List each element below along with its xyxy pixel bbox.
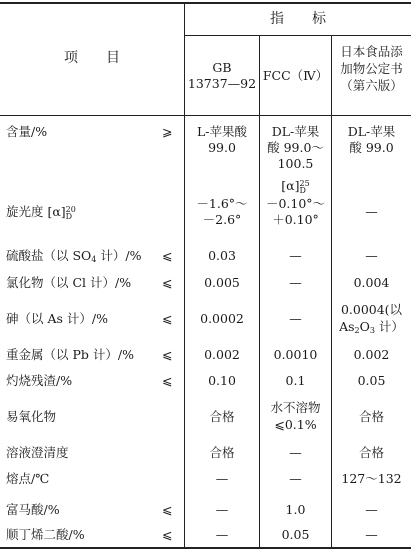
cell-gb-arsenic: 0.0002 (200, 311, 244, 326)
fcc-alpha-script (300, 180, 310, 194)
label-sub: 4 (91, 255, 97, 264)
label-main: 硫酸盐（以 SO (6, 248, 92, 263)
header-gb-line1: GB (212, 60, 232, 75)
cell-fcc-arsenic: — (289, 311, 302, 326)
cell-gb-fumaric-acid: — (215, 502, 229, 517)
cell-fcc-content-2: 酸 99.0～ (267, 140, 324, 155)
row-label-ignition-residue: 灼烧残渣/% (6, 373, 73, 388)
header-bottom-rule (0, 115, 411, 116)
cell-gb-rotation-1: －1.6°～ (196, 196, 248, 211)
cell-jp-sulfate: — (365, 248, 378, 263)
cell-fcc-ignition-residue: 0.1 (285, 373, 306, 388)
label-main: 旋光度 [α] (6, 204, 66, 219)
cell-gb-melting-point: — (215, 471, 229, 486)
cell-jp-content-1: DL-苹果 (347, 124, 396, 139)
cell-gb-rotation-2: －2.6° (202, 212, 242, 227)
cell-gb-content-2: 99.0 (208, 140, 236, 155)
cell-fcc-rotation-2: ＋0.10° (272, 212, 319, 227)
jp-tail: 计） (374, 319, 404, 334)
row-cmp-arsenic: ⩽ (162, 311, 173, 326)
row-label-maleic-acid: 顺丁烯二酸/% (6, 527, 85, 542)
cell-jp-heavy-metals: 0.002 (353, 347, 390, 362)
row-cmp-ignition-residue: ⩽ (162, 373, 173, 388)
header-jp-line1: 日本食品添 (340, 44, 403, 59)
row-cmp-sulfate: ⩽ (162, 248, 173, 263)
row-label-arsenic: 砷（以 As 计）/% (6, 311, 108, 326)
label-tail: 计）/% (96, 248, 142, 263)
cell-fcc-melting-point: — (289, 471, 302, 486)
row-label-content: 含量/% (6, 124, 48, 139)
row-label-chloride: 氯化物（以 Cl 计）/% (6, 275, 132, 290)
cell-fcc-rotation-0 (260, 178, 331, 194)
header-sub-rule (185, 35, 411, 36)
row-label-sulfate (6, 248, 141, 268)
cell-jp-ignition-residue: 0.05 (357, 373, 386, 388)
cell-fcc-content-3: 100.5 (277, 156, 314, 171)
cell-gb-content-1: L-苹果酸 (196, 124, 248, 139)
cell-gb-ignition-residue: 0.10 (208, 373, 236, 388)
row-label-heavy-metals: 重金属（以 Pb 计）/% (6, 347, 134, 362)
jp-as-sub: 2 (354, 326, 360, 335)
fcc-alpha: [α] (281, 178, 300, 193)
cell-jp-clarity: 合格 (358, 445, 384, 460)
cell-gb-oxidizable: 合格 (209, 409, 235, 424)
cell-fcc-heavy-metals: 0.0010 (273, 347, 318, 362)
cell-fcc-content-1: DL-苹果 (271, 124, 320, 139)
row-cmp-content: ⩾ (162, 124, 173, 139)
cell-fcc-chloride: — (289, 275, 302, 290)
jp-o-sub: 3 (369, 326, 375, 335)
jp-as: As (339, 319, 355, 334)
cell-jp-melting-point: 127～132 (341, 471, 402, 486)
jp-o: O (359, 319, 370, 334)
cell-gb-sulfate: 0.03 (208, 248, 236, 263)
cell-gb-heavy-metals: 0.002 (204, 347, 240, 362)
row-cmp-fumaric-acid: ⩽ (162, 502, 173, 517)
header-jp-line2: 加物公定书 (340, 61, 403, 76)
cell-gb-maleic-acid: — (215, 527, 229, 542)
header-item: 项 目 (64, 50, 120, 66)
cell-fcc-clarity: — (289, 445, 302, 460)
cell-jp-content-2: 酸 99.0 (349, 140, 394, 155)
header-fcc: FCC（Ⅳ） (262, 68, 329, 83)
cell-jp-maleic-acid: — (365, 527, 378, 542)
row-label-oxidizable: 易氧化物 (6, 409, 57, 424)
cell-fcc-oxidizable-1: 水不溶物 (270, 400, 321, 415)
fcc-sup: 25 (299, 178, 310, 188)
row-label-clarity: 溶液澄清度 (6, 445, 69, 460)
row-cmp-maleic-acid: ⩽ (162, 527, 173, 542)
label-script (66, 206, 76, 220)
row-cmp-chloride: ⩽ (162, 275, 173, 290)
row-label-melting-point: 熔点/℃ (6, 471, 50, 486)
label-sub: D (65, 211, 73, 221)
header-jp-line3: （第六版） (340, 78, 403, 93)
cell-jp-chloride: 0.004 (353, 275, 390, 290)
cell-fcc-fumaric-acid: 1.0 (285, 502, 306, 517)
header-gb-line2: 13737—92 (187, 76, 257, 91)
cell-jp-fumaric-acid: — (365, 502, 378, 517)
cell-fcc-sulfate: — (289, 248, 302, 263)
fcc-sub: D (299, 185, 306, 195)
row-cmp-heavy-metals: ⩽ (162, 347, 173, 362)
cell-gb-chloride: 0.005 (204, 275, 240, 290)
table-top-rule (0, 2, 411, 4)
table-bottom-rule (0, 547, 411, 549)
cell-fcc-rotation-1: －0.10°～ (265, 196, 326, 211)
label-sup: 20 (65, 204, 76, 214)
cell-fcc-oxidizable-2: ⩽0.1% (274, 417, 317, 432)
cell-jp-rotation: — (365, 204, 378, 219)
row-label-fumaric-acid: 富马酸/% (6, 502, 60, 517)
cell-gb-clarity: 合格 (209, 445, 235, 460)
header-indicator: 指 标 (270, 11, 326, 27)
cell-jp-oxidizable: 合格 (358, 409, 384, 424)
row-label-optical-rotation (6, 204, 76, 220)
cell-jp-arsenic-1: 0.0004(以 (340, 302, 403, 317)
cell-fcc-maleic-acid: 0.05 (281, 527, 310, 542)
cell-jp-arsenic-2 (332, 319, 411, 339)
